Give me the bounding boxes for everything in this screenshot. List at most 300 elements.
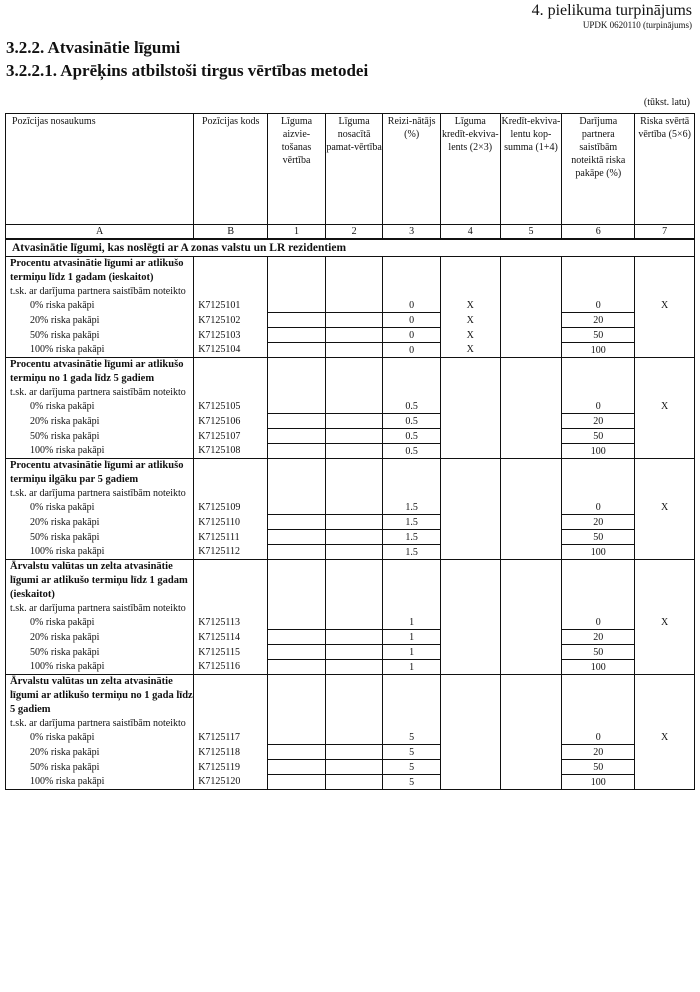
risk-label: 100% riska pakāpi [6,660,194,675]
empty-cell [268,386,326,399]
table-row [6,343,695,358]
replacement-value-cell [268,730,326,745]
empty-cell [383,675,441,718]
credit-equivalent-total-cell [500,760,562,775]
empty-cell [268,717,326,730]
risk-weighted-value-cell [635,545,695,560]
risk-weight-value: 50 [562,645,635,660]
credit-equivalent-cell [440,414,500,429]
risk-weight-value: 20 [562,515,635,530]
column-letter: 4 [440,225,500,240]
column-letter: A [6,225,194,240]
replacement-value-cell [268,298,326,313]
table-row [6,545,695,560]
col-header-risk-weighted-value: Riska svērtā vērtība (5×6) [635,114,695,225]
column-letter: 1 [268,225,326,240]
page-header [532,2,692,31]
position-code: K7125106 [194,414,268,429]
risk-label: 20% riska pakāpi [6,630,194,645]
credit-equivalent-total-cell [500,545,562,560]
group-subtitle-row [6,602,695,615]
notional-value-cell [325,414,383,429]
empty-cell [383,257,441,286]
risk-weighted-value-cell: X [635,615,695,630]
credit-equivalent-total-cell [500,745,562,760]
replacement-value-cell [268,760,326,775]
risk-weight-value: 100 [562,444,635,459]
empty-cell [635,257,695,286]
risk-weight-value: 50 [562,429,635,444]
empty-cell [383,717,441,730]
credit-equivalent-total-cell [500,399,562,414]
credit-equivalent-total-cell [500,343,562,358]
risk-weighted-value-cell [635,313,695,328]
table-row [6,500,695,515]
column-letter: 7 [635,225,695,240]
credit-equivalent-cell [440,630,500,645]
empty-cell [383,358,441,387]
risk-weighted-value-cell [635,530,695,545]
empty-cell [635,560,695,603]
notional-value-cell [325,444,383,459]
credit-equivalent-total-cell [500,615,562,630]
risk-weighted-value-cell [635,775,695,790]
empty-cell [383,459,441,488]
empty-cell [325,386,383,399]
credit-equivalent-total-cell [500,429,562,444]
replacement-value-cell [268,399,326,414]
credit-equivalent-cell: X [440,298,500,313]
group-subtitle: t.sk. ar darījuma partnera saistībām noteikto [6,717,194,730]
notional-value-cell [325,760,383,775]
empty-cell [635,602,695,615]
col-header-notional-value: Līguma nosacītā pamat-vērtība [325,114,383,225]
risk-weighted-value-cell: X [635,298,695,313]
risk-label: 0% riska pakāpi [6,615,194,630]
empty-cell [383,487,441,500]
empty-cell [194,717,268,730]
multiplier-value: 0.5 [383,399,441,414]
risk-weighted-value-cell [635,515,695,530]
credit-equivalent-cell [440,515,500,530]
replacement-value-cell [268,515,326,530]
empty-cell [440,487,500,500]
table-row [6,660,695,675]
risk-weight-value: 0 [562,298,635,313]
group-title: Procentu atvasinātie līgumi ar atlikušo termiņu līdz 1 gadam (ieskaitot) [6,257,194,286]
risk-weighted-value-cell [635,429,695,444]
group-title-row [6,560,695,603]
risk-weight-value: 100 [562,660,635,675]
risk-label: 100% riska pakāpi [6,775,194,790]
notional-value-cell [325,298,383,313]
notional-value-cell [325,630,383,645]
risk-label: 100% riska pakāpi [6,343,194,358]
empty-cell [562,285,635,298]
risk-weight-value: 100 [562,545,635,560]
risk-label: 0% riska pakāpi [6,500,194,515]
empty-cell [635,285,695,298]
position-code: K7125114 [194,630,268,645]
empty-cell [500,602,562,615]
position-code: K7125111 [194,530,268,545]
empty-cell [562,459,635,488]
empty-cell [500,386,562,399]
empty-cell [635,459,695,488]
table-row [6,515,695,530]
risk-weight-value: 20 [562,313,635,328]
position-code: K7125110 [194,515,268,530]
group-subtitle: t.sk. ar darījuma partnera saistībām noteikto [6,285,194,298]
empty-cell [562,675,635,718]
group-subtitle-row [6,386,695,399]
empty-cell [325,717,383,730]
empty-cell [194,602,268,615]
empty-cell [440,285,500,298]
multiplier-value: 0.5 [383,444,441,459]
column-letter: 2 [325,225,383,240]
credit-equivalent-total-cell [500,500,562,515]
credit-equivalent-total-cell [500,530,562,545]
risk-weighted-value-cell [635,414,695,429]
risk-weight-value: 50 [562,530,635,545]
group-subtitle: t.sk. ar darījuma partnera saistībām noteikto [6,386,194,399]
risk-weight-value: 50 [562,760,635,775]
empty-cell [440,717,500,730]
notional-value-cell [325,500,383,515]
notional-value-cell [325,429,383,444]
multiplier-value: 1.5 [383,500,441,515]
credit-equivalent-cell [440,745,500,760]
risk-label: 100% riska pakāpi [6,545,194,560]
empty-cell [500,560,562,603]
position-code: K7125113 [194,615,268,630]
credit-equivalent-cell [440,775,500,790]
empty-cell [194,257,268,286]
col-header-name: Pozīcijas nosaukums [6,114,194,225]
empty-cell [325,358,383,387]
empty-cell [440,358,500,387]
empty-cell [500,358,562,387]
risk-weighted-value-cell [635,630,695,645]
column-letter: 5 [500,225,562,240]
table-row [6,399,695,414]
risk-weight-value: 20 [562,745,635,760]
column-letters-row [6,225,695,240]
empty-cell [440,560,500,603]
notional-value-cell [325,530,383,545]
notional-value-cell [325,399,383,414]
position-code: K7125115 [194,645,268,660]
position-code: K7125116 [194,660,268,675]
risk-weighted-value-cell [635,444,695,459]
empty-cell [440,675,500,718]
risk-label: 50% riska pakāpi [6,328,194,343]
risk-weight-value: 0 [562,500,635,515]
empty-cell [562,487,635,500]
credit-equivalent-total-cell [500,775,562,790]
empty-cell [500,285,562,298]
risk-label: 100% riska pakāpi [6,444,194,459]
empty-cell [500,717,562,730]
risk-label: 20% riska pakāpi [6,313,194,328]
group-title: Ārvalstu valūtas un zelta atvasinātie līgumi ar atlikušo termiņu līdz 1 gadam (ieskaitot) [6,560,194,603]
empty-cell [268,675,326,718]
group-subtitle-row [6,717,695,730]
group-title-row [6,675,695,718]
risk-label: 50% riska pakāpi [6,429,194,444]
empty-cell [194,560,268,603]
position-code: K7125112 [194,545,268,560]
credit-equivalent-cell [440,545,500,560]
position-code: K7125105 [194,399,268,414]
empty-cell [500,675,562,718]
notional-value-cell [325,645,383,660]
risk-weighted-value-cell: X [635,500,695,515]
risk-weight-value: 20 [562,630,635,645]
col-header-credit-equivalent: Līguma kredīt-ekviva-lents (2×3) [440,114,500,225]
empty-cell [440,257,500,286]
notional-value-cell [325,313,383,328]
credit-equivalent-cell [440,429,500,444]
multiplier-value: 5 [383,775,441,790]
credit-equivalent-cell: X [440,343,500,358]
empty-cell [268,560,326,603]
credit-equivalent-total-cell [500,515,562,530]
risk-label: 20% riska pakāpi [6,414,194,429]
column-letter: B [194,225,268,240]
risk-label: 20% riska pakāpi [6,515,194,530]
replacement-value-cell [268,500,326,515]
credit-equivalent-total-cell [500,660,562,675]
multiplier-value: 1 [383,645,441,660]
multiplier-value: 5 [383,730,441,745]
notional-value-cell [325,515,383,530]
empty-cell [268,285,326,298]
replacement-value-cell [268,615,326,630]
table-row [6,645,695,660]
replacement-value-cell [268,328,326,343]
table-row [6,414,695,429]
group-subtitle-row [6,487,695,500]
column-letter: 3 [383,225,441,240]
col-header-multiplier: Reizi-nātājs (%) [383,114,441,225]
empty-cell [325,257,383,286]
multiplier-value: 1 [383,615,441,630]
replacement-value-cell [268,645,326,660]
empty-cell [268,487,326,500]
multiplier-value: 0 [383,313,441,328]
risk-weighted-value-cell: X [635,399,695,414]
credit-equivalent-cell [440,660,500,675]
col-header-code: Pozīcijas kods [194,114,268,225]
group-title: Procentu atvasinātie līgumi ar atlikušo termiņu ilgāku par 5 gadiem [6,459,194,488]
notional-value-cell [325,328,383,343]
section-title: 3.2.2. Atvasinātie līgumi [6,38,181,57]
group-subtitle: t.sk. ar darījuma partnera saistībām noteikto [6,602,194,615]
credit-equivalent-cell [440,760,500,775]
position-code: K7125120 [194,775,268,790]
empty-cell [325,459,383,488]
empty-cell [194,386,268,399]
position-code: K7125117 [194,730,268,745]
replacement-value-cell [268,343,326,358]
group-subtitle: t.sk. ar darījuma partnera saistībām noteikto [6,487,194,500]
notional-value-cell [325,615,383,630]
credit-equivalent-total-cell [500,328,562,343]
empty-cell [325,285,383,298]
empty-cell [383,560,441,603]
credit-equivalent-total-cell [500,298,562,313]
credit-equivalent-cell [440,730,500,745]
group-title-row [6,459,695,488]
credit-equivalent-cell: X [440,313,500,328]
credit-equivalent-total-cell [500,730,562,745]
empty-cell [194,675,268,718]
risk-label: 0% riska pakāpi [6,730,194,745]
empty-cell [268,602,326,615]
multiplier-value: 0 [383,328,441,343]
credit-equivalent-cell [440,615,500,630]
multiplier-value: 1.5 [383,530,441,545]
replacement-value-cell [268,545,326,560]
risk-label: 50% riska pakāpi [6,530,194,545]
appendix-code: UPDK 0620110 (turpinājums) [582,20,692,30]
replacement-value-cell [268,530,326,545]
empty-cell [194,358,268,387]
subsection-title: 3.2.2.1. Aprēķins atbilstoši tirgus vērtības metodei [6,61,369,80]
empty-cell [635,675,695,718]
risk-weight-value: 100 [562,775,635,790]
multiplier-value: 1 [383,630,441,645]
risk-weight-value: 0 [562,615,635,630]
group-subtitle-row [6,285,695,298]
replacement-value-cell [268,660,326,675]
table-row [6,615,695,630]
risk-weighted-value-cell [635,760,695,775]
risk-weight-value: 0 [562,399,635,414]
column-letter: 6 [562,225,635,240]
position-code: K7125119 [194,760,268,775]
empty-cell [562,386,635,399]
empty-cell [635,487,695,500]
replacement-value-cell [268,313,326,328]
empty-cell [500,487,562,500]
zone-row [6,239,695,257]
risk-weighted-value-cell: X [635,730,695,745]
table-row [6,298,695,313]
credit-equivalent-total-cell [500,313,562,328]
risk-label: 20% riska pakāpi [6,745,194,760]
risk-weight-value: 100 [562,343,635,358]
risk-weighted-value-cell [635,660,695,675]
empty-cell [268,358,326,387]
empty-cell [383,602,441,615]
risk-weighted-value-cell [635,745,695,760]
header-row [6,114,695,225]
notional-value-cell [325,775,383,790]
empty-cell [325,675,383,718]
multiplier-value: 1.5 [383,545,441,560]
multiplier-value: 0 [383,298,441,313]
replacement-value-cell [268,429,326,444]
credit-equivalent-cell [440,444,500,459]
credit-equivalent-total-cell [500,444,562,459]
empty-cell [440,386,500,399]
multiplier-value: 0.5 [383,429,441,444]
empty-cell [562,602,635,615]
credit-equivalent-cell: X [440,328,500,343]
position-code: K7125118 [194,745,268,760]
multiplier-value: 0.5 [383,414,441,429]
risk-weight-value: 50 [562,328,635,343]
credit-equivalent-cell [440,530,500,545]
empty-cell [562,257,635,286]
credit-equivalent-cell [440,399,500,414]
risk-label: 50% riska pakāpi [6,760,194,775]
empty-cell [635,358,695,387]
risk-label: 50% riska pakāpi [6,645,194,660]
appendix-title: 4. pielikuma turpinājums [531,2,692,19]
risk-weighted-value-cell [635,328,695,343]
empty-cell [325,560,383,603]
empty-cell [500,459,562,488]
notional-value-cell [325,730,383,745]
notional-value-cell [325,545,383,560]
position-code: K7125108 [194,444,268,459]
table-row [6,328,695,343]
risk-label: 0% riska pakāpi [6,399,194,414]
multiplier-value: 1.5 [383,515,441,530]
table-row [6,444,695,459]
group-title-row [6,358,695,387]
risk-weighted-value-cell [635,343,695,358]
empty-cell [635,717,695,730]
empty-cell [562,358,635,387]
multiplier-value: 5 [383,745,441,760]
position-code: K7125103 [194,328,268,343]
risk-label: 0% riska pakāpi [6,298,194,313]
empty-cell [440,602,500,615]
table-row [6,760,695,775]
credit-equivalent-total-cell [500,645,562,660]
notional-value-cell [325,660,383,675]
credit-equivalent-cell [440,645,500,660]
table-row [6,429,695,444]
credit-equivalent-cell [440,500,500,515]
col-header-replacement-value: Līguma aizvie-tošanas vērtība [268,114,326,225]
empty-cell [635,386,695,399]
replacement-value-cell [268,745,326,760]
empty-cell [500,257,562,286]
credit-equivalent-total-cell [500,630,562,645]
risk-weight-value: 20 [562,414,635,429]
derivatives-table [5,113,695,790]
group-title: Ārvalstu valūtas un zelta atvasinātie līgumi ar atlikušo termiņu no 1 gada līdz 5 gadiem [6,675,194,718]
empty-cell [383,386,441,399]
zone-title: Atvasinātie līgumi, kas noslēgti ar A zonas valstu un LR rezidentiem [6,239,695,257]
notional-value-cell [325,343,383,358]
table-row [6,530,695,545]
multiplier-value: 1 [383,660,441,675]
empty-cell [194,285,268,298]
multiplier-value: 0 [383,343,441,358]
replacement-value-cell [268,414,326,429]
group-title-row [6,257,695,286]
notional-value-cell [325,745,383,760]
empty-cell [383,285,441,298]
replacement-value-cell [268,444,326,459]
